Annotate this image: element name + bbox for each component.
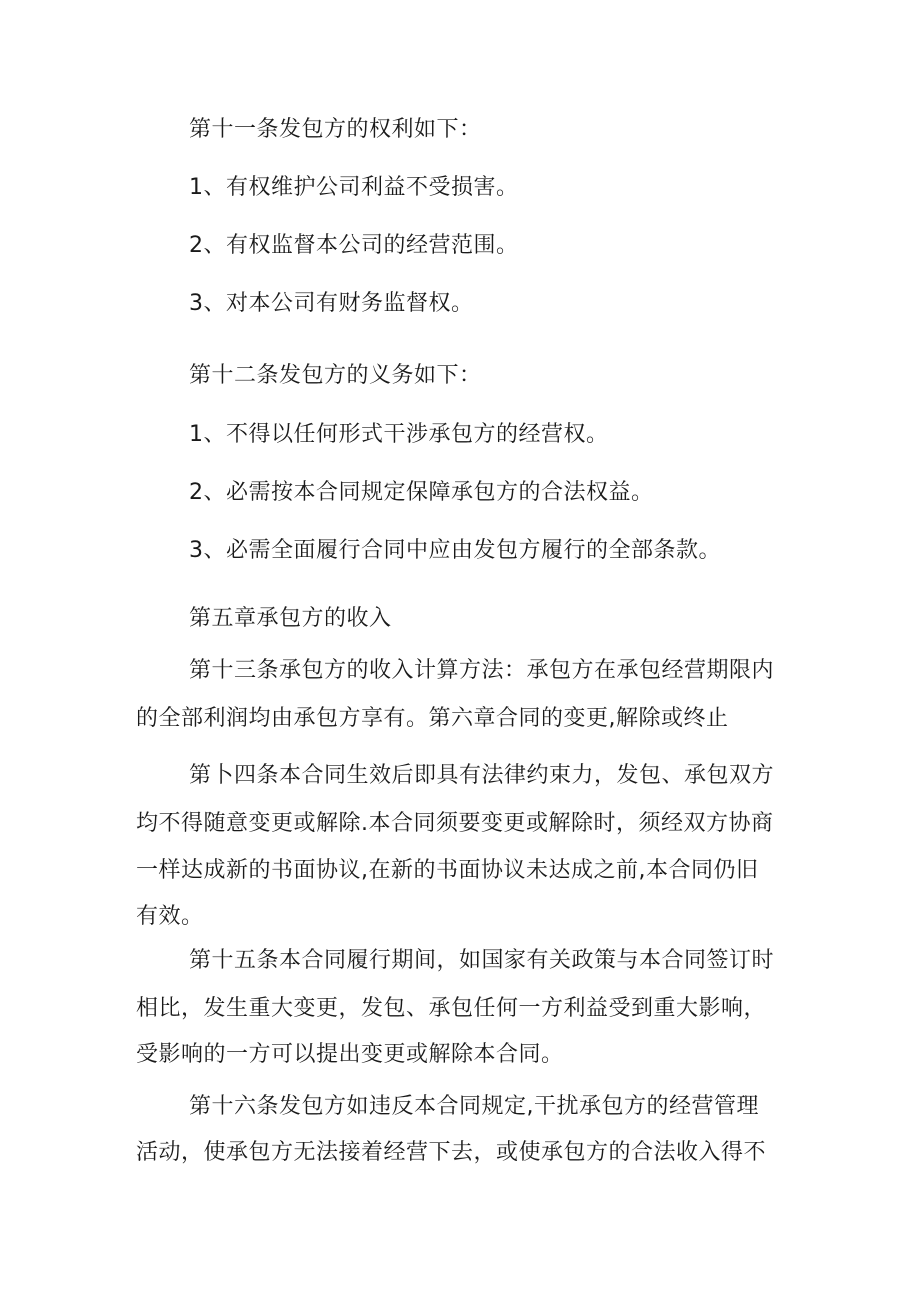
article-12-item-1: 1、不得以任何形式干涉承包方的经营权。 [189,422,609,447]
article-11-heading: 第十一条发包方的权利如下： [189,117,482,142]
article-14-line-3: 一样达成新的书面协议,在新的书面协议未达成之前,本合同仍旧 [136,858,759,883]
article-11-item-3: 3、对本公司有财务监督权。 [189,291,474,316]
article-11-item-1: 1、有权维护公司利益不受损害。 [189,175,519,200]
article-15-line-2: 相比，发生重大变更，发包、承包任何一方利益受到重大影响， [136,996,767,1021]
article-14-line-2: 均不得随意变更或解除.本合同须要变更或解除时，须经双方协商 [136,811,774,836]
chapter-5-title: 第五章承包方的收入 [189,606,392,631]
article-12-heading: 第十二条发包方的义务如下： [189,363,482,388]
article-15-line-1: 第十五条本合同履行期间，如国家有关政策与本合同签订时 [189,948,775,973]
article-14-line-4: 有效。 [136,904,204,929]
article-16-line-1: 第十六条发包方如违反本合同规定,干扰承包方的经营管理 [189,1094,759,1119]
article-11-item-2: 2、有权监督本公司的经营范围。 [189,233,519,258]
article-12-item-2: 2、必需按本合同规定保障承包方的合法权益。 [189,480,654,505]
article-16-line-2: 活动，使承包方无法接着经营下去，或使承包方的合法收入得不 [136,1140,767,1165]
article-14-line-1: 第卜四条本合同生效后即具有法律约束力，发包、承包双方 [189,763,775,788]
article-15-line-3: 受影响的一方可以提出变更或解除本合同。 [136,1042,564,1067]
article-12-item-3: 3、必需全面履行合同中应由发包方履行的全部条款。 [189,538,721,563]
article-13-line-1: 第十三条承包方的收入计算方法：承包方在承包经营期限内 [189,658,775,683]
article-13-line-2: 的全部利润均由承包方享有。第六章合同的变更,解除或终止 [136,706,729,731]
